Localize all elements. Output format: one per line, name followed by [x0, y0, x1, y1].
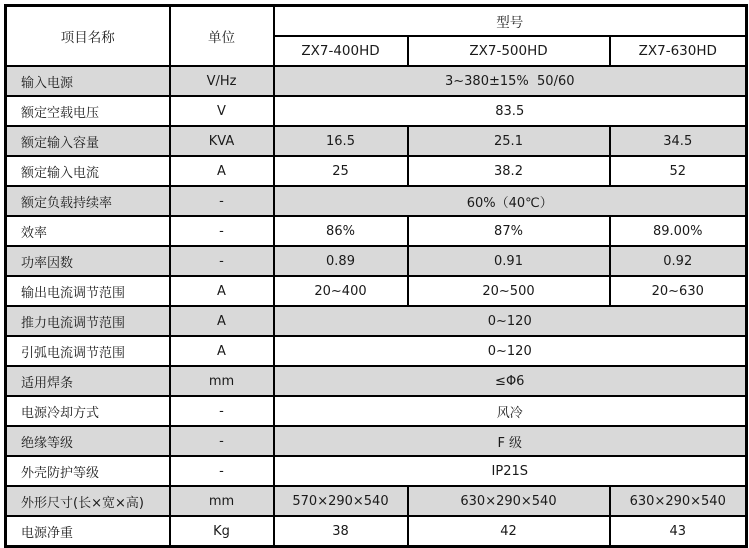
- row-label: 输入电源: [6, 66, 170, 96]
- row-value-all-models: 83.5: [274, 96, 747, 126]
- row-value-all-models: F 级: [274, 426, 747, 456]
- row-value-zx7-500hd: 0.91: [408, 246, 610, 276]
- row-unit: -: [170, 396, 274, 426]
- row-unit: V/Hz: [170, 66, 274, 96]
- row-value-zx7-500hd: 630×290×540: [408, 486, 610, 516]
- row-value-zx7-500hd: 38.2: [408, 156, 610, 186]
- row-label: 推力电流调节范围: [6, 306, 170, 336]
- table-row: [6, 426, 747, 456]
- row-value-zx7-400hd: 0.89: [274, 246, 408, 276]
- table-row: [6, 186, 747, 216]
- row-value-zx7-630hd: 20~630: [610, 276, 747, 306]
- row-value-zx7-400hd: 570×290×540: [274, 486, 408, 516]
- col-header-model-zx7-500hd: ZX7-500HD: [408, 36, 610, 66]
- table-row: [6, 96, 747, 126]
- row-label: 适用焊条: [6, 366, 170, 396]
- col-header-unit: 单位: [170, 6, 274, 67]
- row-label: 额定空载电压: [6, 96, 170, 126]
- row-label: 输出电流调节范围: [6, 276, 170, 306]
- table-row: [6, 276, 747, 306]
- spec-table: [4, 4, 748, 548]
- row-unit: KVA: [170, 126, 274, 156]
- row-value-zx7-400hd: 25: [274, 156, 408, 186]
- row-unit: Kg: [170, 516, 274, 547]
- row-value-zx7-500hd: 87%: [408, 216, 610, 246]
- table-row: [6, 396, 747, 426]
- header-row-groups: [6, 6, 747, 37]
- row-value-all-models: 0~120: [274, 336, 747, 366]
- table-row: [6, 456, 747, 486]
- row-unit: -: [170, 456, 274, 486]
- row-label: 额定负载持续率: [6, 186, 170, 216]
- row-unit: A: [170, 336, 274, 366]
- row-value-all-models: IP21S: [274, 456, 747, 486]
- row-value-zx7-630hd: 52: [610, 156, 747, 186]
- row-value-all-models: 60%（40℃）: [274, 186, 747, 216]
- table-row: [6, 216, 747, 246]
- table-row: [6, 246, 747, 276]
- row-value-zx7-500hd: 42: [408, 516, 610, 547]
- table-row: [6, 336, 747, 366]
- row-unit: -: [170, 246, 274, 276]
- row-value-zx7-500hd: 20~500: [408, 276, 610, 306]
- row-unit: -: [170, 186, 274, 216]
- row-unit: A: [170, 276, 274, 306]
- row-value-all-models: 3~380±15% 50/60: [274, 66, 747, 96]
- table-row: [6, 306, 747, 336]
- row-label: 绝缘等级: [6, 426, 170, 456]
- table-row: [6, 66, 747, 96]
- row-value-zx7-630hd: 89.00%: [610, 216, 747, 246]
- row-label: 功率因数: [6, 246, 170, 276]
- row-value-zx7-400hd: 20~400: [274, 276, 408, 306]
- row-label: 效率: [6, 216, 170, 246]
- row-label: 外壳防护等级: [6, 456, 170, 486]
- row-value-zx7-630hd: 34.5: [610, 126, 747, 156]
- row-label: 额定输入容量: [6, 126, 170, 156]
- table-row: [6, 366, 747, 396]
- row-label: 引弧电流调节范围: [6, 336, 170, 366]
- row-label: 电源冷却方式: [6, 396, 170, 426]
- spec-table-body: [6, 66, 747, 547]
- row-unit: A: [170, 156, 274, 186]
- col-header-model-group: 型号: [274, 6, 747, 37]
- col-header-model-zx7-400hd: ZX7-400HD: [274, 36, 408, 66]
- row-value-all-models: ≤Φ6: [274, 366, 747, 396]
- col-header-item-name: 项目名称: [6, 6, 170, 67]
- row-unit: -: [170, 216, 274, 246]
- row-value-zx7-500hd: 25.1: [408, 126, 610, 156]
- row-label: 额定输入电流: [6, 156, 170, 186]
- row-value-zx7-400hd: 38: [274, 516, 408, 547]
- row-value-zx7-400hd: 16.5: [274, 126, 408, 156]
- row-unit: mm: [170, 486, 274, 516]
- spec-table-header: [6, 6, 747, 67]
- row-value-zx7-400hd: 86%: [274, 216, 408, 246]
- col-header-model-zx7-630hd: ZX7-630HD: [610, 36, 747, 66]
- row-unit: V: [170, 96, 274, 126]
- row-value-all-models: 风冷: [274, 396, 747, 426]
- table-row: [6, 486, 747, 516]
- row-unit: A: [170, 306, 274, 336]
- row-value-zx7-630hd: 0.92: [610, 246, 747, 276]
- row-label: 外形尺寸(长×宽×高): [6, 486, 170, 516]
- row-value-zx7-630hd: 43: [610, 516, 747, 547]
- row-label: 电源净重: [6, 516, 170, 547]
- table-row: [6, 156, 747, 186]
- row-value-all-models: 0~120: [274, 306, 747, 336]
- row-unit: -: [170, 426, 274, 456]
- row-value-zx7-630hd: 630×290×540: [610, 486, 747, 516]
- row-unit: mm: [170, 366, 274, 396]
- table-row: [6, 126, 747, 156]
